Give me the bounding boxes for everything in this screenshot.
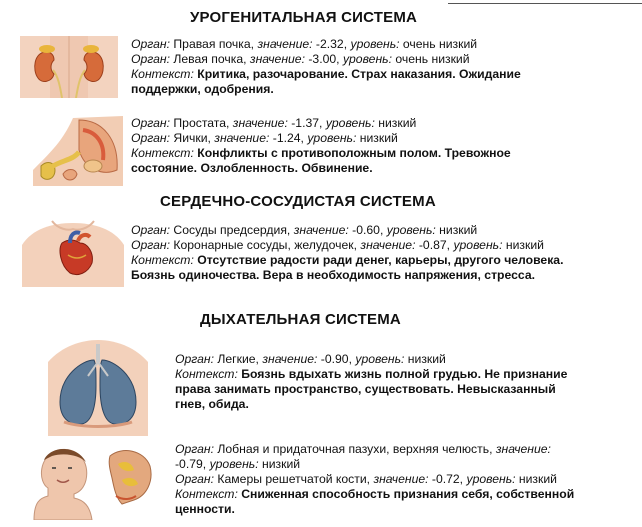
organ-row: Орган: Яички, значение: -1.24, уровень: низкий bbox=[131, 131, 398, 145]
section-title-respiratory: ДЫХАТЕЛЬНАЯ СИСТЕМА bbox=[200, 311, 401, 328]
organ-row: Орган: Камеры решетчатой кости, значение: -0.72, уровень: низкий bbox=[175, 472, 557, 486]
section-title-urogenital: УРОГЕНИТАЛЬНАЯ СИСТЕМА bbox=[190, 9, 418, 26]
heart-icon bbox=[22, 215, 124, 287]
top-rule bbox=[448, 3, 642, 4]
context-text: Контекст: Боязнь вдыхать жизнь полной грудью. Не признание права занимать пространство, существовать. Невысказанный гнев, обида. bbox=[175, 367, 568, 411]
context-text: Контекст: Критика, разочарование. Страх наказания. Ожидание поддержки, одобрения. bbox=[131, 67, 521, 96]
context-text: Контекст: Отсутствие радости ради денег, карьеры, другого человека. Боязнь одиночества. Вера в необходимость напряжения, стресса. bbox=[131, 253, 564, 282]
kidneys-icon bbox=[20, 36, 118, 98]
organ-group-lungs bbox=[175, 352, 635, 412]
context-text: Контекст: Сниженная способность признания себя, собственной ценности. bbox=[175, 487, 575, 516]
organ-group-kidneys bbox=[131, 37, 631, 97]
organ-row: Орган: Коронарные сосуды, желудочек, значение: -0.87, уровень: низкий bbox=[131, 238, 544, 252]
pelvis-icon bbox=[33, 110, 123, 186]
organ-row: Орган: Сосуды предсердия, значение: -0.60, уровень: низкий bbox=[131, 223, 478, 237]
lungs-icon bbox=[42, 336, 154, 436]
organ-row: Орган: Легкие, значение: -0.90, уровень: низкий bbox=[175, 352, 446, 366]
organ-row: Орган: Правая почка, значение: -2.32, уровень: очень низкий bbox=[131, 37, 478, 51]
organ-group-heart bbox=[131, 223, 636, 283]
organ-group-pelvis bbox=[131, 116, 631, 176]
organ-row: Орган: Левая почка, значение: -3.00, уровень: очень низкий bbox=[131, 52, 470, 66]
context-text: Контекст: Конфликты с противоположным полом. Тревожное состояние. Озлобленность. Обвинение. bbox=[131, 146, 511, 175]
sinus-icon bbox=[26, 442, 160, 520]
section-title-cardiovascular: СЕРДЕЧНО-СОСУДИСТАЯ СИСТЕМА bbox=[160, 193, 436, 210]
organ-row: Орган: Лобная и придаточная пазухи, верхняя челюсть, значение: -0.79, уровень: низкий bbox=[175, 442, 551, 471]
organ-row: Орган: Простата, значение: -1.37, уровень: низкий bbox=[131, 116, 417, 130]
organ-group-sinus bbox=[175, 442, 635, 517]
